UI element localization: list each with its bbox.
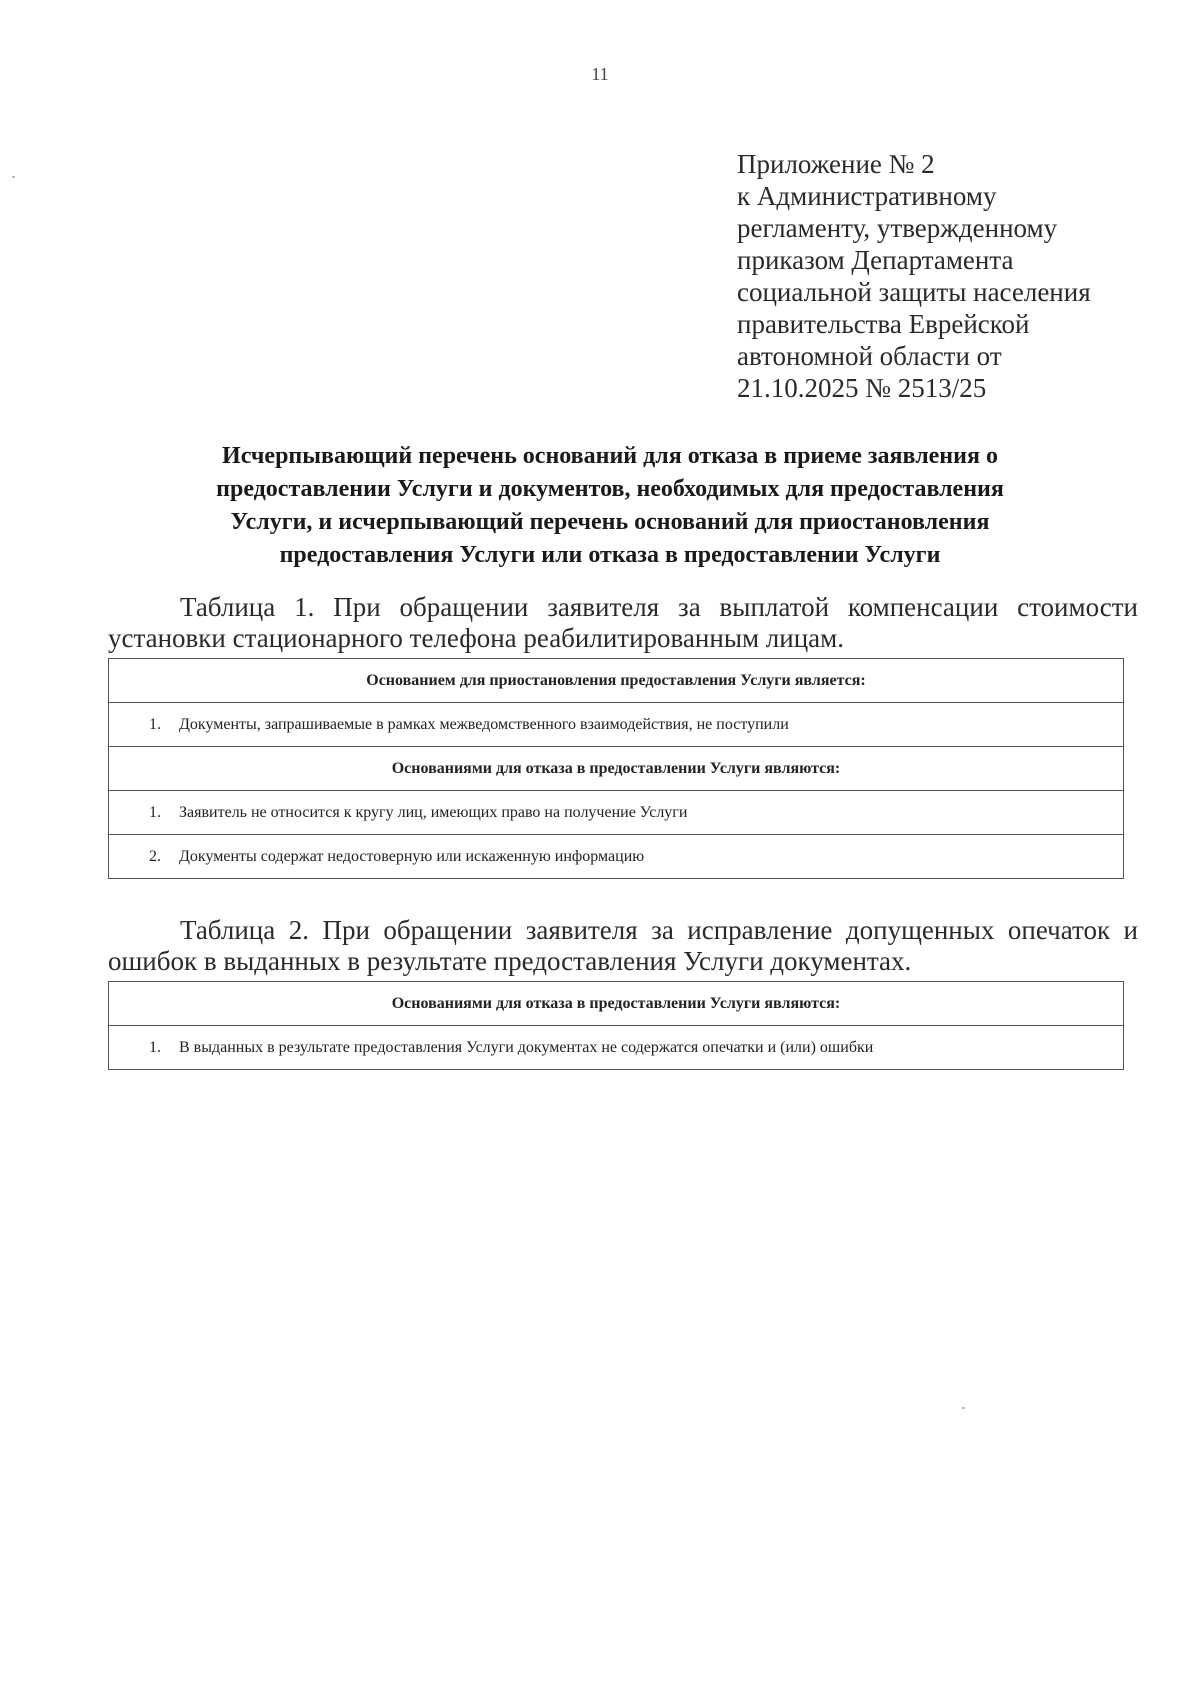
title-line: предоставлении Услуги и документов, необходимых для предоставления: [216, 476, 1004, 502]
refusal-header: Основаниями для отказа в предоставлении Услуги являются:: [109, 982, 1124, 1026]
table-2-caption: [108, 915, 1138, 977]
table-row: [109, 791, 1124, 835]
caption-line: установки стационарного телефона реабилитированным лицам.: [108, 623, 844, 653]
row-number: 1.: [149, 715, 161, 733]
appendix-line: автономной области от: [737, 341, 1002, 371]
appendix-line: регламенту, утвержденному: [737, 213, 1058, 243]
row-number: 1.: [149, 1038, 161, 1056]
table-1-caption: [108, 592, 1138, 654]
appendix-line: приказом Департамента: [737, 245, 1014, 275]
caption-line: Таблица 1. При обращении заявителя за выплатой компенсации стоимости: [180, 592, 1138, 622]
row-number: 1.: [149, 803, 161, 821]
scan-speck: [962, 1407, 965, 1409]
appendix-line: Приложение № 2: [737, 149, 935, 179]
appendix-line: 21.10.2025 № 2513/25: [737, 373, 987, 403]
table-2: [108, 981, 1124, 1070]
caption-line: Таблица 2. При обращении заявителя за исправление допущенных опечаток и: [180, 915, 1138, 945]
appendix-line: к Административному: [737, 181, 997, 211]
caption-line: ошибок в выданных в результате предоставления Услуги документах.: [108, 946, 912, 976]
document-title: [120, 440, 1100, 572]
table-row: [109, 835, 1124, 879]
title-line: Исчерпывающий перечень оснований для отказа в приеме заявления о: [222, 443, 998, 469]
table-row: [109, 1026, 1124, 1070]
table-1: [108, 658, 1124, 879]
appendix-line: правительства Еврейской: [737, 309, 1030, 339]
title-line: предоставления Услуги или отказа в предоставлении Услуги: [279, 542, 941, 568]
title-line: Услуги, и исчерпывающий перечень оснований для приостановления: [230, 509, 990, 535]
appendix-line: социальной защиты населения: [737, 277, 1091, 307]
suspension-header: Основанием для приостановления предоставления Услуги является:: [109, 659, 1124, 703]
table-row: [109, 703, 1124, 747]
row-text: Документы, запрашиваемые в рамках межведомственного взаимодействия, не поступили: [179, 715, 789, 733]
scan-speck: [12, 176, 15, 178]
row-text: Заявитель не относится к кругу лиц, имеющих право на получение Услуги: [179, 803, 688, 821]
page-number: 11: [591, 64, 609, 84]
refusal-header: Основаниями для отказа в предоставлении Услуги являются:: [109, 747, 1124, 791]
row-text: В выданных в результате предоставления Услуги документах не содержатся опечатки и (или) ошибки: [179, 1038, 874, 1056]
row-text: Документы содержат недостоверную или искаженную информацию: [179, 847, 645, 865]
row-number: 2.: [149, 847, 161, 865]
appendix-block: [737, 148, 1157, 404]
